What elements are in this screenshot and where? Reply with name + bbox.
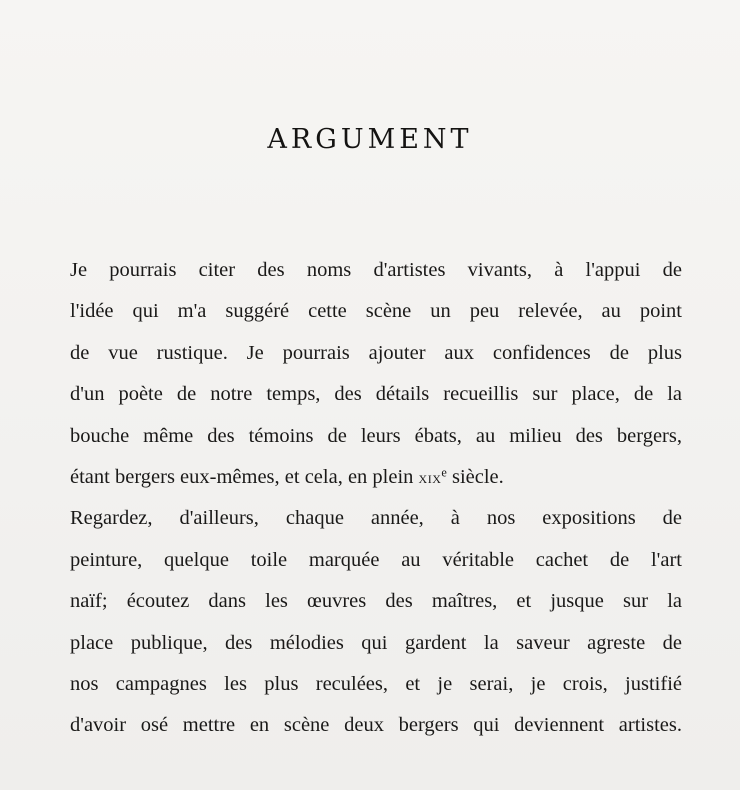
text-fragment: siècle. [446,466,504,489]
superscript: e [441,465,447,480]
text-line: d'avoir osé mettre en scène deux bergers qui deviennent artistes. [70,714,682,737]
paragraph-2 [70,498,682,746]
century-numeral: xix [418,468,442,488]
text-line: bouche même des témoins de leurs ébats, au milieu des bergers, [70,424,682,447]
text-line: nos campagnes les plus reculées, et je serai, je crois, justifié [70,673,682,696]
text-line: place publique, des mélodies qui gardent la saveur agreste de [70,631,682,654]
text-fragment: étant bergers eux-mêmes, et cela, en plein [70,466,419,489]
text-line: d'un poète de notre temps, des détails recueillis sur place, de la [70,383,682,406]
page-title: ARGUMENT [267,124,473,155]
text-line: naïf; écoutez dans les œuvres des maîtres, et jusque sur la [70,590,682,613]
text-line: peinture, quelque toile marquée au véritable cachet de l'art [70,548,682,571]
text-line: l'idée qui m'a suggéré cette scène un peu relevée, au point [70,300,682,323]
text-line: de vue rustique. Je pourrais ajouter aux confidences de plus [70,341,682,364]
text-line-last [70,457,682,498]
text-line: Je pourrais citer des noms d'artistes vivants, à l'appui de [70,259,682,281]
body-text [70,250,682,747]
text-line: Regardez, d'ailleurs, chaque année, à nos expositions de [70,507,682,530]
paragraph-1 [70,250,682,498]
